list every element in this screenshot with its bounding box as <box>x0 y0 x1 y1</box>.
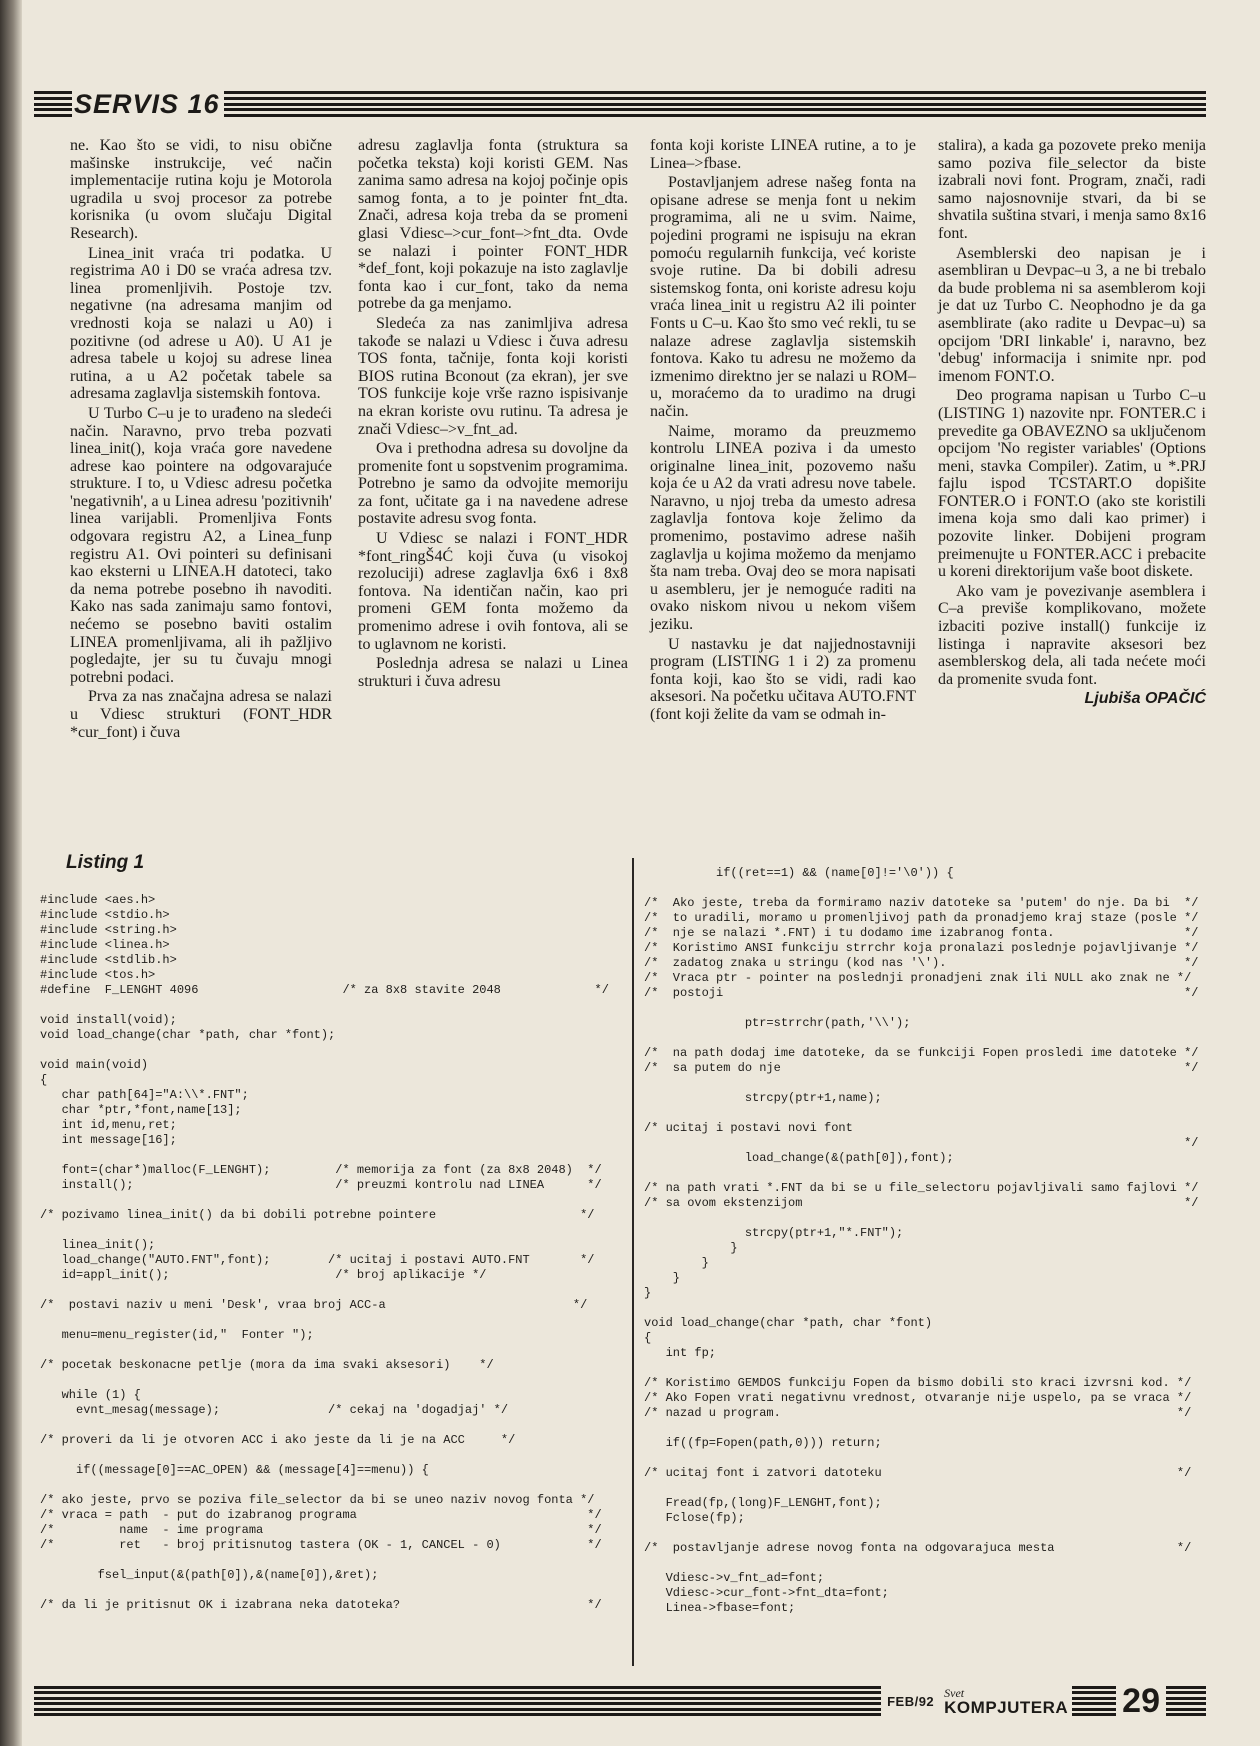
magazine-logo <box>940 1687 1072 1716</box>
code-listing-right: if((ret==1) && (name[0]!='\0')) { /* Ako jeste, treba da formiramo naziv datoteke sa 'putem' do nje. Da bi */ /* to uradili, moramo u promenljivoj path da pronadjemo kraj staze (posle */ /* nje se nalazi *.FNT) i tu dodamo ime izabranog fonta. */ /* Koristimo ANSI funkciju strrchr koja pronalazi poslednje pojavljivanje */ /* zadatog znaka u stringu (kod nas '\'). */ /* Vraca ptr - pointer na poslednji pronadjeni znak ili NULL ako znak ne */ /* postoji */ ptr=strrchr(path,'\\'); /* na path dodaj ime datoteke, da se funkciji Fopen prosledi ime datoteke */ /* sa putem do nje */ strcpy(ptr+1,name); /* ucitaj i postavi novi font */ load_change(&(path[0]),font); /* na path vrati *.FNT da bi se u file_selectoru pojavljivali samo fajlovi */ /* sa ovom ekstenzijom */ strcpy(ptr+1,"*.FNT"); } } } } void load_change(char *path, char *font) { int fp; /* Koristimo GEMDOS funkciju Fopen da bismo dobili sto kraci izvrsni kod. */ /* Ako Fopen vrati negativnu vrednost, otvaranje nije uspelo, pa se vraca */ /* nazad u program. */ if((fp=Fopen(path,0))) return; /* ucitaj font i zatvori datoteku */ Fread(fp,(long)F_LENGHT,font); Fclose(fp); /* postavljanje adrese novog fonta na odgovarajuca mesta */ Vdiesc->v_fnt_ad=font; Vdiesc->cur_font->fnt_dta=font; Linea->fbase=font; <box>644 866 1199 1615</box>
logo-main-text: KOMPJUTERA <box>944 1697 1069 1717</box>
paragraph: Sledeća za nas zanimljiva adresa takođe se nalazi u Vdiesc i čuva adresu TOS fonta, tačnije, fonta koji koristi BIOS rutina Bconout (za ekran), jer sve TOS funkcije koje vrše razno ispisivanje na ekran koriste ovu rutinu. Ta adresa je znači Vdiesc–>v_fnt_ad. <box>358 314 628 438</box>
paragraph: fonta koji koriste LINEA rutine, a to je Linea–>fbase. <box>650 137 916 172</box>
footer-rule-left <box>34 1686 881 1716</box>
footer-rule-right <box>1166 1686 1206 1716</box>
paragraph: U Turbo C–u je to urađeno na sledeći način. Naravno, prvo treba pozvati linea_init(), koja vraća gore navedene adrese kao pointere na odgovarajuće strukture. I to, u Vdiesc adresu početka 'negativnih', a u Linea adresu 'pozitivnih' linea varijabli. Promenljiva Fonts odgovara registru A2, a Linea_funp registru A1. Ovi pointeri su definisani kao eksterni u LINEA.H datoteci, tako da nema potrebe posebno ih navoditi. Kako nas sada zanimaju samo fontovi, nećemo se posebno baviti ostalim LINEA promenljivama, ali ih pažljivo pogledajte, jer su tu čuvaju mnogi potrebni podaci. <box>70 404 332 686</box>
listing-title: Listing 1 <box>66 852 145 873</box>
header-rule-left <box>34 91 72 117</box>
code-listing-left: #include <aes.h> #include <stdio.h> #include <string.h> #include <linea.h> #include <stdlib.h> #include <tos.h> #define F_LENGHT 4096 /* za 8x8 stavite 2048 */ void install(void); void load_change(char *path, char *font); void main(void) { char path[64]="A:\\*.FNT"; char *ptr,*font,name[13]; int id,menu,ret; int message[16]; font=(char*)malloc(F_LENGHT); /* memorija za font (za 8x8 2048) */ install(); /* preuzmi kontrolu nad LINEA */ /* pozivamo linea_init() da bi dobili potrebne pointere */ linea_init(); load_change("AUTO.FNT",font); /* ucitaj i postavi AUTO.FNT */ id=appl_init(); /* broj aplikacije */ /* postavi naziv u meni 'Desk', vraa broj ACC-a */ menu=menu_register(id," Fonter "); /* pocetak beskonacne petlje (mora da ima svaki aksesori) */ while (1) { evnt_mesag(message); /* cekaj na 'dogadjaj' */ /* proveri da li je otvoren ACC i ako jeste da li je na ACC */ if((message[0]==AC_OPEN) && (message[4]==menu)) { /* ako jeste, prvo se poziva file_selector da bi se uneo naziv novog fonta */ /* vraca = path - put do izabranog programa */ /* name - ime programa */ /* ret - broj pritisnutog tastera (OK - 1, CANCEL - 0) */ fsel_input(&(path[0]),&(name[0]),&ret); /* da li je pritisnut OK i izabrana neka datoteka? */ <box>40 893 609 1612</box>
paragraph: Asemblerski deo napisan je i asembliran u Devpac–u 3, a ne bi trebalo da bude problema ni sa asemblerom koji je dat uz Turbo C. Neophodno je da ga asemblirate (ako radite u Devpac–u) sa opcijom 'DRI linkable' i, naravno, bez 'debug' informacija i snimite npr. pod imenom FONT.O. <box>938 244 1206 385</box>
section-title: SERVIS 16 <box>74 88 220 119</box>
section-header <box>34 86 1206 122</box>
paragraph: Postavljanjem adrese našeg fonta na opisane adrese se menja font u nekim programima, ali ne u svim. Naime, pojedini programi ne ispisuju na ekran pomoću regularnih funkcija, već koriste svoje rutine. Da bi dobili adresu sistemskog fonta, oni koriste adresu koju vraća linea_init u registru A2 ili pointer Fonts u C–u. Kao što smo već rekli, tu se nalaze adrese zaglavlja sistemskih fontova. Kako tu adresu ne možemo da izmenimo direktno jer se nalazi u ROM–u, moraćemo da to uradimo na drugi način. <box>650 174 916 420</box>
author-byline: Ljubiša OPAČIĆ <box>1084 690 1206 708</box>
issue-date: FEB/92 <box>887 1693 935 1709</box>
paragraph: Deo programa napisan u Turbo C–u (LISTING 1) nazovite npr. FONTER.C i prevedite ga OBAVEZNO sa uključenom opcijom 'No register variables' (Options meni, stavka Compiler). Zatim, u *.PRJ fajlu ispod TCSTART.O dopišite FONTER.O i FONT.O (ako ste koristili imena koja smo dali kao primer) i pozovite linker. Dobijeni program preimenujte u FONTER.ACC i prebacite u koreni direktorijum vaše boot diskete. <box>938 387 1206 581</box>
paragraph: Ako vam je povezivanje asemblera i C–a previše komplikovano, možete izbaciti pozive install() funkcije iz listinga i napravite aksesori bez asemblerskog dela, ali tada nećete moći da promenite svuda font. <box>938 582 1206 688</box>
logo-small-text: Svet <box>944 1685 965 1700</box>
header-rule-right <box>224 91 1206 117</box>
article-column-1 <box>70 137 332 743</box>
paragraph: Naime, moramo da preuzmemo kontrolu LINEA poziva i da umesto originalne linea_init, pozovemo našu koja će u A2 da vrati adresu nove tabele. Naravno, u njoj treba da umesto adresa zaglavlja fontova koje želimo da promenimo, postavimo adrese naših zaglavlja u kojima možemo da menjamo šta nam treba. Ovaj deo se mora napisati u asembleru, jer je nemoguće raditi na ovako niskom nivou u nekom višem jeziku. <box>650 422 916 634</box>
page-footer <box>34 1680 1206 1722</box>
paragraph: Prva za nas značajna adresa se nalazi u Vdiesc strukturi (FONT_HDR *cur_font) i čuva <box>70 688 332 741</box>
paragraph: U Vdiesc se nalazi i FONT_HDR *font_ringŠ4Ć koji čuva (u visokoj rezoluciji) adrese zaglavlja 6x6 i 8x8 fontova. Na identičan način, kao pri promeni GEM fonta možemo da promenimo adrese i ovih fontova, ali se to uglavnom ne koristi. <box>358 530 628 653</box>
page-binding-shadow <box>0 0 22 1746</box>
paragraph: Poslednja adresa se nalazi u Linea strukturi i čuva adresu <box>358 655 628 690</box>
listing-divider <box>632 858 634 1666</box>
paragraph: adresu zaglavlja fonta (struktura sa početka teksta) koji koristi GEM. Nas zanima samo adresa na kojoj počinje opis samog fonta, a to je pointer fnt_dta. Znači, adresa koja treba da se promeni glasi Vdiesc–>cur_font–>fnt_dta. Ovde se nalazi i pointer FONT_HDR *def_font, koji pokazuje na isto zaglavlje fonta kao i cur_font, tako da nema potrebe da ga menjamo. <box>358 137 628 313</box>
page-number: 29 <box>1122 1681 1160 1720</box>
paragraph: ne. Kao što se vidi, to nisu obične mašinske instrukcije, već način implementacije rutina koju je Motorola ugradila u svoj procesor za potrebe korisnika (u ovom slučaju Digital Research). <box>70 137 332 242</box>
paragraph: Linea_init vraća tri podatka. U registrima A0 i D0 se vraća adresa tzv. linea promenljivih. Postoje tzv. negativne (na adresama manjim od vrednosti koja se nalazi u A0) i pozitivne (od adrese u A0). U A1 je adresa tabele u kojoj su adrese linea rutina, a u A2 početak tabele sa adresama zaglavlja sistemskih fontova. <box>70 244 332 403</box>
article-column-4 <box>938 137 1206 708</box>
paragraph: Ova i prethodna adresa su dovoljne da promenite font u sopstvenim programima. Potrebno je samo da odvojite memoriju za font, učitate ga i na navedene adrese postavite adresu svog fonta. <box>358 440 628 528</box>
article-column-2 <box>358 137 628 692</box>
article-column-3 <box>650 137 916 726</box>
paragraph: stalira), a kada ga pozovete preko menija samo poziva file_selector da biste izabrali novi font. Program, znači, radi samo najosnovnije stvari, da bi se shvatila suština stvari, i menja samo 8x16 font. <box>938 137 1206 242</box>
paragraph: U nastavku je dat najjednostavniji program (LISTING 1 i 2) za promenu fonta koji, kao što se vidi, radi kao aksesori. Na početku učitava AUTO.FNT (font koji želite da vam se odmah in- <box>650 635 916 723</box>
footer-rule-middle <box>1072 1686 1116 1716</box>
